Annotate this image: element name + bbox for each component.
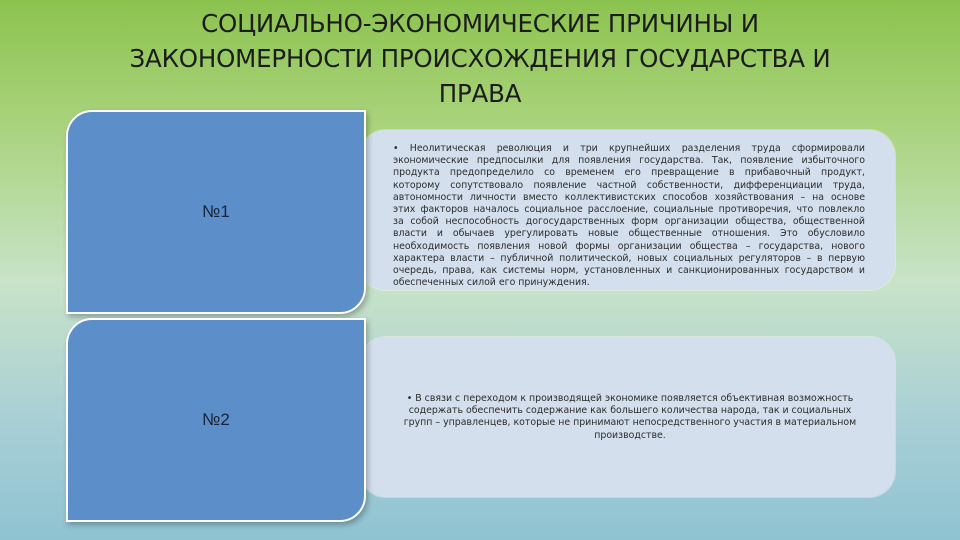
text-line: • В связи с переходом к производящей экономике появляется объективная возможность [406, 393, 854, 404]
text-line: за собой неспособность догосударственных форм организации общества, общественной [393, 216, 865, 228]
text-line: характера власти – публичной политической, новых социальных регуляторов – в первую [393, 252, 865, 264]
text-line: необходимость появления новой формы организации общества – государства, нового [393, 240, 865, 252]
title-line: СОЦИАЛЬНО-ЭКОНОМИЧЕСКИЕ ПРИЧИНЫ И [201, 9, 759, 38]
text-line: содержать обеспечить содержание как большего количества народа, так и социальных [408, 405, 852, 417]
text-line: очередь, права, как системы норм, установленных и санкционированных государством и [393, 265, 865, 277]
slide-title [60, 6, 900, 111]
text-line: автономности личности вместо коллективистских способов хозяйствования – на основе [393, 191, 865, 203]
item-text-1 [393, 143, 865, 289]
text-line: продукта предопределило со временем его превращение в прибавочный продукт, [393, 167, 865, 179]
item-box-1 [66, 110, 366, 314]
item-text-2 [395, 393, 865, 442]
text-line: этих факторов началось социальное расслоение, социальные противоречия, что повлекло [393, 204, 865, 216]
text-line: • Неолитическая революция и три крупнейших разделения труда сформировали [393, 143, 865, 154]
text-line: власти и обычаев урегулировать новые общественные отношения. Это обусловило [393, 228, 865, 240]
text-line: обеспеченных силой его принуждения. [393, 277, 590, 289]
item-label-2: №2 [202, 410, 230, 429]
item-label-1: №1 [202, 202, 230, 221]
item-box-2 [66, 318, 366, 522]
title-line: ПРАВА [438, 79, 522, 108]
text-line: которому сопутствовало появление частной собственности, дифференциации труда, [393, 179, 865, 191]
text-line: производстве. [594, 429, 666, 441]
text-line: экономические предпосылки для появления государства. Так, появление избыточного [393, 155, 865, 167]
title-line: ЗАКОНОМЕРНОСТИ ПРОИСХОЖДЕНИЯ ГОСУДАРСТВА И [129, 44, 831, 73]
text-line: групп – управленцев, которые не принимают непосредственного участия в материальном [403, 417, 857, 429]
